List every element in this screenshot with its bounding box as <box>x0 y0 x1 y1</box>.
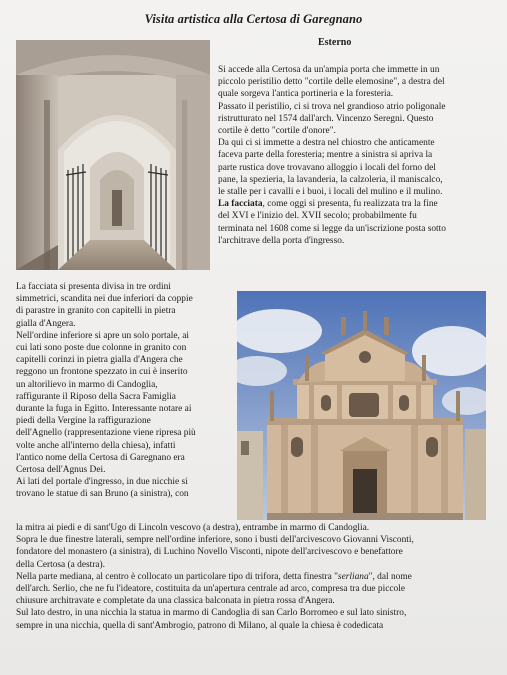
facade-line-text: , come oggi si presenta, fu realizzata tra la fine <box>262 199 438 210</box>
facade-photo <box>237 291 486 520</box>
text-line: pane, la spezieria, la lavanderia, la calzoleria, il maniscalco, <box>218 174 443 185</box>
section-heading: Esterno <box>318 37 352 48</box>
page-title: Visita artistica alla Certosa di Garegnano <box>144 12 363 26</box>
text-line: capitelli corinzi in pietra gialla d'Angera che <box>16 355 183 366</box>
text-line: durante la fuga in Egitto. Interessante notare ai <box>16 404 192 415</box>
facade-description-paragraph <box>16 281 237 501</box>
text-line: Da qui ci si immette a destra nel chiostro che anticamente <box>218 138 435 149</box>
text-line: Passato il peristilio, ci si trova nel grandioso atrio poligonale <box>218 101 446 112</box>
text-line: Ai lati del portale d'ingresso, in due nicchie si <box>16 477 188 488</box>
text-line: cortile è detto "cortile d'onore". <box>218 126 336 137</box>
statues-paragraph <box>16 522 494 632</box>
text-line: dell'arch. Serlio, che ne fu l'ideatore, costituita da un'apertura centrale ad arco, compresa tra due piccole <box>16 584 405 595</box>
text-line: della Certosa (a destra). <box>16 559 106 570</box>
text-line: un altorilievo in marmo di Candoglia, <box>16 379 158 390</box>
text-line: la mitra ai piedi e di sant'Ugo di Lincoln vescovo (a destra), entrambe in marmo di Candoglia. <box>16 523 370 533</box>
text-line: Nell'ordine inferiore si apre un solo portale, ai <box>16 330 189 341</box>
text-line: reggono un frontone spezzato in cui è inserito <box>16 367 188 378</box>
text-line: cui lati sono poste due colonne in granito con <box>16 343 187 354</box>
text-line: l'architrave della porta d'ingresso. <box>218 235 345 246</box>
cloister-photo <box>16 40 210 270</box>
text-line: piccolo peristilio detto "cortile delle elemosine", a destra del <box>218 77 445 88</box>
text-line: Certosa dell'Agnus Dei. <box>16 465 106 476</box>
text-line: ristrutturato nel 1574 dall'arch. Vincenzo Seregni. Questo <box>218 113 434 124</box>
facade-lead: La facciata <box>218 199 263 210</box>
text-line: faceva parte della foresteria; mentre a sinistra si apriva la <box>218 150 433 161</box>
text-line: Sul lato destro, in una nicchia la statua in marmo di Candoglia di san Carlo Borromeo e sul lato sinistro, <box>16 608 407 619</box>
text-line: La facciata si presenta divisa in tre ordini <box>16 282 171 292</box>
text-line: parte rustica dove trovavano alloggio i locali del forno del <box>218 162 436 173</box>
intro-paragraph <box>218 64 494 247</box>
text-line <box>16 571 494 583</box>
serliana-after: ", dal nome <box>368 571 412 582</box>
text-line: Si accede alla Certosa da un'ampia porta che immette in un <box>218 65 440 75</box>
text-line: del XVI e l'inizio del. XVII secolo; probabilmente fu <box>218 211 417 222</box>
text-line: Sopra le due finestre laterali, sempre nell'ordine inferiore, sono i busti dell'arcivescovo Giovanni Visconti, <box>16 535 414 546</box>
text-line: chiusure architravate e completate da una classica balconata in pietra rossa d'Angera. <box>16 596 335 607</box>
text-line: trovano le statue di san Bruno (a sinistra), con <box>16 489 189 500</box>
text-line: piedi della Vergine la raffigurazione <box>16 416 151 427</box>
text-line: terminata nel 1608 come si legge da un'iscrizione posta sotto <box>218 223 446 234</box>
text-line: di parastre in granito con capitelli in pietra <box>16 306 176 317</box>
text-line: l'antico nome della Certosa di Garegnano era <box>16 452 185 463</box>
text-line: le stalle per i cavalli e i buoi, i locali del mulino e il mulino. <box>218 187 443 198</box>
serliana-word: serliana <box>337 571 369 582</box>
text-line <box>218 198 494 210</box>
text-line: fondatore del monastero (a sinistra), di Luchino Novello Visconti, nipote dell'arcivescovo e benefattore <box>16 547 403 558</box>
text-line: raffigurante il Riposo della Sacra Famiglia <box>16 391 176 402</box>
text-line: dell'Agnello (rappresentazione viene ripresa più <box>16 428 196 439</box>
text-line: gialla d'Angera. <box>16 318 76 329</box>
serliana-before: Nella parte mediana, al centro è collocato un particolare tipo di trifora, detta finestra " <box>16 571 338 582</box>
text-line: quale sorgeva l'antica portineria e la foresteria. <box>218 89 394 100</box>
text-line: volte anche all'interno della chiesa), infatti <box>16 440 176 451</box>
text-line: simmetrici, scandita nei due inferiori da coppie <box>16 294 193 305</box>
text-line: sempre in una nicchia, quella di sant'Ambrogio, patrono di Milano, al quale la chiesa è codedicata <box>16 620 384 631</box>
